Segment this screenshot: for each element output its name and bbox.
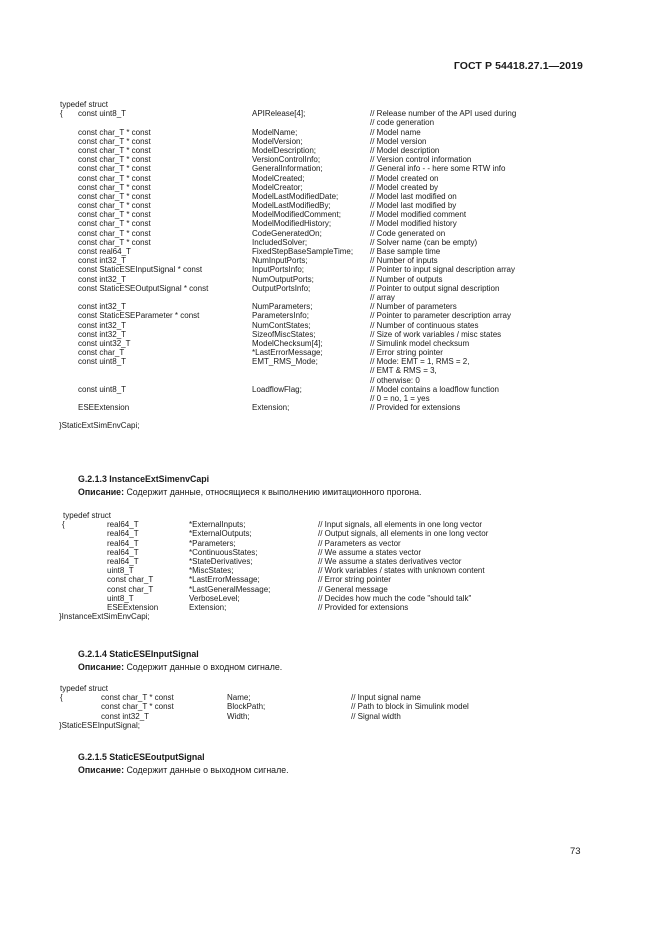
code-type: real64_T (107, 538, 139, 548)
code-type: const char_T * const (78, 173, 151, 183)
code-comment: // Parameters as vector (318, 538, 401, 548)
code-field: ModelModifiedComment; (252, 210, 341, 220)
code-comment: // Error string pointer (318, 575, 391, 585)
code-comment: // Model created on (370, 173, 439, 183)
code-type: const char_T * const (78, 155, 151, 165)
code-type: const int32_T (78, 274, 127, 284)
code-comment: // code generation (370, 118, 435, 128)
code-comment: // Work variables / states with unknown content (318, 566, 485, 576)
code-field: ModelName; (252, 127, 298, 137)
code-type: const char_T * const (101, 693, 174, 703)
section-description (78, 662, 282, 672)
code-type: const StaticESEParameter * const (78, 311, 200, 321)
description-text: Содержит данные, относящиеся к выполнению имитационного прогона. (126, 487, 422, 497)
description-label: Описание: (78, 662, 124, 672)
code-type: const char_T * const (78, 228, 151, 238)
code-type: const uint8_T (78, 384, 127, 394)
code-comment: // Input signal name (351, 693, 421, 703)
document-header: ГОСТ Р 54418.27.1—2019 (453, 60, 583, 72)
code-field: IncludedSolver; (252, 237, 308, 247)
description-label: Описание: (78, 765, 124, 775)
code-field: GeneralInformation; (252, 164, 323, 174)
section-title-static-ese-input-signal: G.2.1.4 StaticESEInputSignal (78, 649, 199, 659)
code-comment: // Model created by (370, 182, 439, 192)
code-type: real64_T (107, 547, 139, 557)
code-field: ModelModifiedHistory; (252, 219, 332, 229)
code-type: const int32_T (101, 711, 150, 721)
code-comment: // Model last modified by (370, 201, 457, 211)
code-open-brace: { (60, 109, 63, 119)
code-comment: // Number of parameters (370, 302, 457, 312)
code-field: *ExternalOutputs; (189, 529, 252, 539)
code-type: const char_T (107, 584, 154, 594)
description-text: Содержит данные о входном сигнале. (126, 662, 283, 672)
code-type: const char_T * const (78, 191, 151, 201)
code-field: *LastGeneralMessage; (189, 584, 271, 594)
code-field: ParametersInfo; (252, 311, 309, 321)
code-field: *Parameters; (189, 538, 236, 548)
code-comment: // 0 = no, 1 = yes (370, 394, 430, 403)
code-type: const char_T * const (78, 182, 151, 192)
code-field: NumContStates; (252, 320, 311, 330)
code-field: VerboseLevel; (189, 593, 240, 603)
code-type: const char_T * const (78, 237, 151, 247)
code-type: const int32_T (78, 302, 127, 312)
code-type: const char_T (78, 348, 125, 358)
code-comment: // Simulink model checksum (370, 338, 470, 348)
code-comment: // Number of continuous states (370, 320, 479, 330)
code-comment: // Solver name (can be empty) (370, 237, 478, 247)
code-comment: // Pointer to parameter description array (370, 311, 511, 321)
code-field: ModelCreated; (252, 173, 305, 183)
code-typedef: typedef struct (60, 100, 109, 109)
code-type: const real64_T (78, 247, 131, 256)
code-comment: // General info - - here some RTW info (370, 164, 506, 174)
code-comment: // Code generated on (370, 228, 446, 238)
code-comment: // otherwise: 0 (370, 375, 420, 385)
code-type: ESEExtension (78, 403, 130, 413)
code-type: const char_T * const (101, 702, 174, 712)
code-comment: // EMT & RMS = 3, (370, 366, 437, 376)
code-open-brace: { (62, 520, 65, 530)
code-comment: // Number of outputs (370, 274, 443, 284)
code-comment: // Pointer to output signal description (370, 283, 500, 293)
code-type: real64_T (107, 520, 139, 530)
code-comment: // We assume a states vector (318, 547, 422, 557)
section-description (78, 765, 289, 775)
code-type: const int32_T (78, 320, 127, 330)
description-label: Описание: (78, 487, 124, 497)
code-type: const char_T * const (78, 136, 151, 146)
code-field: ModelLastModifiedBy; (252, 201, 331, 211)
section-description (78, 487, 421, 497)
code-comment: // Base sample time (370, 247, 441, 256)
code-field: ModelVersion; (252, 136, 303, 146)
code-field: SizeofMiscStates; (252, 329, 316, 339)
code-field: *MiscStates; (189, 566, 234, 576)
code-field: ModelLastModifiedDate; (252, 191, 339, 201)
code-comment: // General message (318, 584, 388, 594)
code-type: real64_T (107, 556, 139, 566)
code-type: const char_T * const (78, 201, 151, 211)
code-comment: // array (370, 292, 395, 302)
code-comment: // Pointer to input signal description array (370, 265, 515, 275)
code-field: ModelCreator; (252, 182, 303, 192)
code-type: const char_T (107, 575, 154, 585)
section-title-instance-ext-simenv-capi: G.2.1.3 InstanceExtSimenvCapi (78, 474, 210, 484)
code-field: ModelChecksum[4]; (252, 338, 323, 348)
page-number: 73 (570, 846, 581, 857)
code-typedef: typedef struct (60, 684, 109, 693)
code-comment: // Decides how much the code "should talk" (318, 593, 472, 603)
code-type: const char_T * const (78, 127, 151, 137)
code-field: FixedStepBaseSampleTime; (252, 247, 354, 256)
code-comment: // Version control information (370, 155, 472, 165)
code-comment: // Input signals, all elements in one long vector (318, 520, 483, 530)
code-comment: // Model description (370, 145, 440, 155)
code-comment: // Model last modified on (370, 191, 457, 201)
code-type: const uint8_T (78, 109, 127, 119)
code-type: const StaticESEInputSignal * const (78, 265, 203, 275)
code-closing: }StaticESEInputSignal; (59, 720, 140, 730)
code-field: Width; (227, 711, 250, 721)
code-field: EMT_RMS_Mode; (252, 357, 318, 367)
code-closing: }StaticExtSimEnvCapi; (59, 421, 140, 431)
code-comment: // Model modified history (370, 219, 457, 229)
code-type: const char_T * const (78, 164, 151, 174)
code-field: Extension; (252, 403, 290, 413)
code-field: BlockPath; (227, 702, 266, 712)
code-field: *ContinuousStates; (189, 547, 258, 557)
code-comment: // Model contains a loadflow function (370, 384, 499, 394)
description-text: Содержит данные о выходном сигнале. (126, 765, 289, 775)
code-field: CodeGeneratedOn; (252, 228, 322, 238)
code-comment: // Number of inputs (370, 256, 438, 266)
code-field: APIRelease[4]; (252, 109, 306, 119)
code-comment: // Error string pointer (370, 348, 443, 358)
code-type: uint8_T (107, 593, 134, 603)
code-field: Extension; (189, 602, 227, 612)
code-field: OutputPortsInfo; (252, 283, 311, 293)
code-field: *StateDerivatives; (189, 556, 253, 566)
code-field: *LastErrorMessage; (252, 348, 323, 358)
code-field: VersionControlInfo; (252, 155, 321, 165)
code-comment: // Provided for extensions (318, 602, 409, 612)
code-type: const char_T * const (78, 210, 151, 220)
code-type: const char_T * const (78, 219, 151, 229)
code-type: const int32_T (78, 256, 127, 266)
code-comment: // Provided for extensions (370, 403, 461, 413)
code-comment: // Path to block in Simulink model (351, 702, 469, 712)
code-type: ESEExtension (107, 602, 159, 612)
code-type: const StaticESEOutputSignal * const (78, 283, 209, 293)
code-type: const char_T * const (78, 145, 151, 155)
code-field: *LastErrorMessage; (189, 575, 260, 585)
code-field: InputPortsInfo; (252, 265, 305, 275)
code-field: NumParameters; (252, 302, 313, 312)
code-type: const uint32_T (78, 338, 131, 348)
code-closing: }InstanceExtSimEnvCapi; (59, 612, 150, 622)
code-field: LoadflowFlag; (252, 384, 302, 394)
code-type: real64_T (107, 529, 139, 539)
section-title-static-ese-output-signal: G.2.1.5 StaticESEoutputSignal (78, 752, 205, 762)
code-field: Name; (227, 693, 251, 703)
code-comment: // Output signals, all elements in one long vector (318, 529, 489, 539)
code-comment: // Mode: EMT = 1, RMS = 2, (370, 357, 470, 367)
code-comment: // Signal width (351, 711, 401, 721)
code-field: NumInputPorts; (252, 256, 308, 266)
code-type: uint8_T (107, 566, 134, 576)
code-field: *ExternalInputs; (189, 520, 246, 530)
code-type: const int32_T (78, 329, 127, 339)
code-comment: // Size of work variables / misc states (370, 329, 502, 339)
code-comment: // Release number of the API used during (370, 109, 517, 119)
code-type: const uint8_T (78, 357, 127, 367)
code-open-brace: { (60, 693, 63, 703)
code-field: NumOutputPorts; (252, 274, 314, 284)
code-field: ModelDescription; (252, 145, 317, 155)
code-comment: // Model modified comment (370, 210, 467, 220)
code-comment: // Model name (370, 127, 421, 137)
code-typedef: typedef struct (63, 511, 112, 520)
code-comment: // We assume a states derivatives vector (318, 556, 462, 566)
code-comment: // Model version (370, 136, 427, 146)
